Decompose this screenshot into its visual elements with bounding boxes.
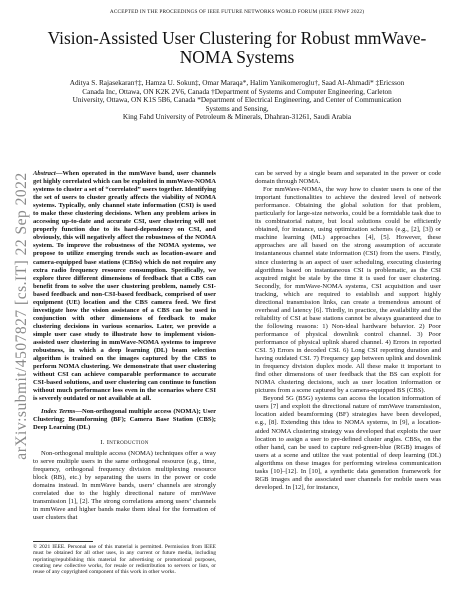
body-paragraph: can be served by a single beam and separated in the power or code domain through NOMA. [255,170,441,186]
right-column [255,170,441,492]
footnote-divider [33,541,93,542]
paper-title: Vision-Assisted User Clustering for Robust mmWave-NOMA Systems [47,28,427,67]
abstract [33,170,216,403]
author-line: Aditya S. Rajasekaran†‡, Hamza U. Sokun‡, Omar Maraqa*, Halim Yanikomeroglu†, Saad Al-Ahmadi* ‡Ericsson [69,79,405,87]
abstract-text: —When operated in the mmWave band, user channels get highly correlated which can be exploited in mmWave-NOMA systems to cluster a set of “correlated” users together. Identifying the set of users to cluster greatly affects the viability of NOMA systems. Typically, only channel state information (CSI) is used to make these clustering decisions. When any problem arises in accessing up-to-date and accurate CSI, user clustering will not properly function due to its hard-dependency on CSI, and obviously, this will negatively affect the robustness of the NOMA system. To improve the robustness of the NOMA systems, we propose to utilize emerging trends such as location-aware and camera-equipped base stations (CBSs) which do not require any extra radio frequency resource consumption. Specifically, we explore three different dimensions of feedback that a CBS can benefit from to solve the user clustering problem, namely CSI-based feedback and non-CSI-based feedback, comprised of user equipment (UE) location and the CBS camera feed. We first investigate how the vision assistance of a CBS can be used in conjunction with other dimensions of feedback to make clustering decisions in various scenarios. Later, we provide a simple user case study to illustrate how to implement vision-assisted user clustering in mmWave-NOMA systems to improve robustness, in which a deep learning (DL) beam selection algorithm is trained on the images captured by the CBS to perform NOMA clustering. We demonstrate that user clustering without CSI can achieve comparable performance to accurate CSI-based solutions, and user clustering can continue to function without much performance loss even in the scenarios where CSI is severely outdated or not available at all. [33,170,217,403]
abstract-label: Abstract [33,170,56,177]
author-line: Canada Inc, Ottawa, ON K2K 2V6, Canada †Department of Systems and Computer Engineering, Carleton [82,87,392,96]
author-line: University, Ottawa, ON K1S 5B6, Canada *Department of Electrical Engineering, and Center of Communication [72,96,402,105]
body-paragraph: For mmWave-NOMA, the way how to cluster users is one of the important functionalities to achieve the desired level of network performance. Obtaining the global solution for that problem, particularly for large-size networks, could be a formidable task due to its combinatorial nature, but local solutions could be efficiently obtained, for instance, using optimization schemes (e.g., [2], [3]) or machine learning (ML) approaches [4], [5]. However, these approaches are all based on the strong assumption of accurate instantaneous channel state information (CSI) from the users. Firstly, since clustering is an aspect of user scheduling, executing clustering algorithms based on instantaneous CSI is problematic, as the CSI acquired might be stale by the time it is used for user clustering. Secondly, for mmWave-NOMA systems, CSI acquisition and user tracking, which are required to establish and support highly directional transmission links, can create a tremendous amount of overhead and latency [6]. Thirdly, in practice, the availability and the reliability of CSI at base stations cannot be always guaranteed due to the following reasons: 1) Non-ideal hardware behavior. 2) Poor performance of physical downlink control channel. 3) Poor performance of physical uplink shared channel. 4) Errors in reported CSI. 5) Errors in decoded CSI. 6) Long CSI reporting duration and having outdated CSI. 7) Frequency gap between uplink and downlink in frequency division duplex mode. All these make it important to find other dimensions of user feedback that the BS can exploit for NOMA clustering decisions, such as user location information or pictures from a scene captured by a camera-equipped BS (CBS). [255,186,441,395]
arxiv-identifier-stamp: arXiv:submit/4507827 [cs.IT] 22 Sep 2022 [13,172,30,460]
author-line: Systems and Sensing, [205,104,269,113]
intro-paragraph: Non-orthogonal multiple access (NOMA) techniques offer a way to serve multiple users in the same orthogonal resource (e.g., time, frequency, orthogonal frequency division multiplexing resource block (RB), etc.) by separating the users in the power or code domains instead. In mmWave bands, users’ channels are strongly correlated due to the highly directional nature of mmWave transmission [1], [2]. The strong correlations among users’ channels in mmWave and higher bands make them ideal for the formation of user clusters that [33,449,216,521]
section-heading: I. Introduction [100,438,149,446]
author-line: King Fahd University of Petroleum & Minerals, Dhahran-31261, Saudi Arabia [122,113,352,122]
index-terms-label: Index Terms [41,408,76,416]
body-paragraph: Beyond 5G (B5G) systems can access the location information of users [7] and exploit the directional nature of mmWave transmission, location aided beamforming (BF) strategies have been developed, e.g., [8]. Extending this idea to NOMA systems, in [9], a location-aided NOMA clustering strategy was developed that exploits the user location to assign a user to pre-defined cluster angles. CBSs, on the other hand, can be used to capture red-green-blue (RGB) images of users at a scene and utilize the vast potential of deep learning (DL) algorithms on these images for performing wireless communication tasks [10]–[12]. In [10], a synthetic data generation framework for RGB images and the associated user channels for mobile users was developed. In [12], for instance, [255,395,441,491]
author-block [40,79,434,122]
index-terms-text: —Non-orthogonal multiple access (NOMA); User Clustering; Beamforming (BF); Camera Base Station (CBS); Deep Learning (DL) [33,408,216,432]
left-column [33,170,216,522]
running-header: ACCEPTED IN THE PROCEEDINGS OF IEEE FUTURE NETWORKS WORLD FORUM (IEEE FNWF 2022) [109,9,365,15]
index-terms [33,408,216,432]
copyright-footnote: © 2021 IEEE. Personal use of this material is permitted. Permission from IEEE must be obtained for all other uses, in any current or future media, including reprinting/republishing this material for advertising or promotional purposes, creating new collective works, for resale or redistribution to servers or lists, or reuse of any copyrighted component of this work in other works. [33,544,216,576]
